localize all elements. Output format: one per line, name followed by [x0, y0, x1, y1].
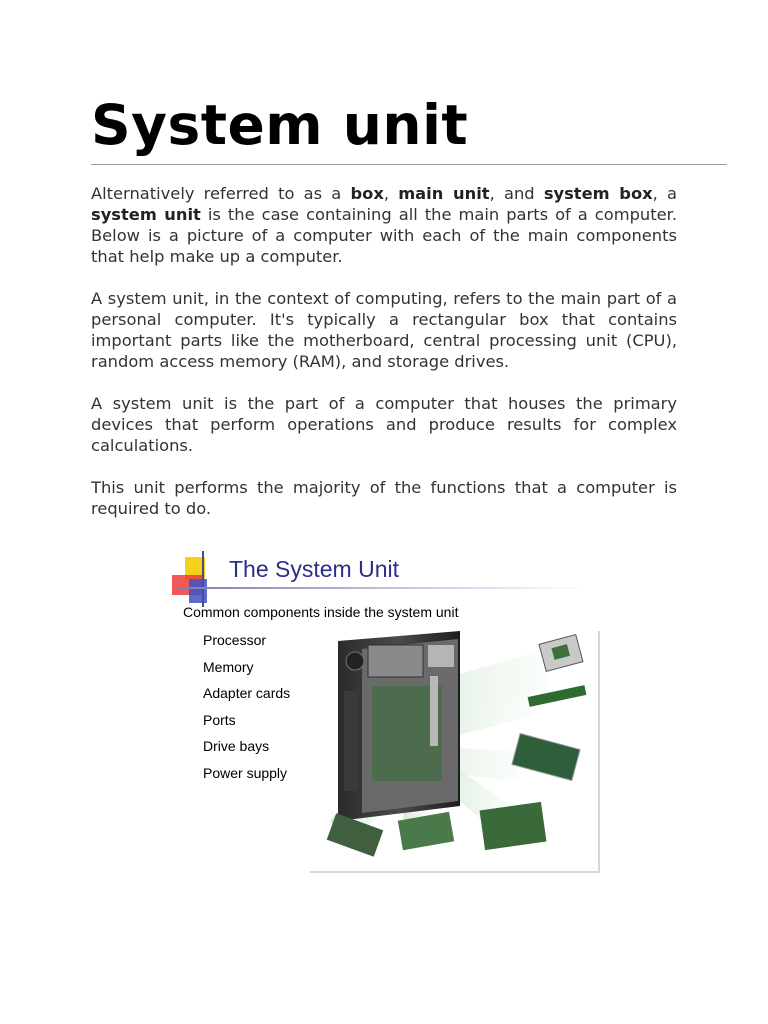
paragraph-3: A system unit is the part of a computer that houses the primary devices that perform operations and produce results for complex calculations. — [91, 394, 677, 455]
component-item: Drive bays — [203, 738, 270, 754]
bold-term-box: box — [350, 184, 384, 203]
title-divider — [91, 164, 727, 165]
component-item: Processor — [203, 632, 267, 648]
decorative-blue-square — [189, 579, 207, 603]
adapter-card-sound — [512, 734, 580, 781]
paragraph-2: A system unit, in the context of computing, refers to the main part of a personal computer. It's typically a rectangular box that contains important parts like the motherboard, central processing unit (CPU), random access memory (RAM), and storage drives. — [91, 289, 677, 371]
expansion-slots — [344, 691, 358, 791]
text-run: , — [383, 184, 399, 203]
paragraph-4: This unit performs the majority of the functions that a computer is required to do. — [91, 478, 677, 518]
bold-term-system-box: system box — [543, 184, 653, 203]
decorative-vertical-line — [202, 551, 204, 607]
component-item: Ports — [203, 711, 236, 728]
paragraph-1 — [91, 183, 677, 267]
page-title: System unit — [91, 93, 469, 157]
component-item: Power supply — [203, 764, 288, 781]
ribbon-cable — [430, 676, 438, 746]
fan-circle — [346, 652, 364, 670]
figure-subtitle: Common components inside the system unit — [183, 604, 459, 620]
computer-internals-illustration — [310, 631, 598, 871]
computer-tower-photo — [310, 631, 600, 873]
component-item: Memory — [203, 658, 254, 675]
document-body — [91, 183, 677, 540]
decorative-horizontal-line — [178, 587, 588, 589]
bold-term-system-unit: system unit — [91, 205, 201, 224]
text-run: is the case containing all the main parts of a computer. Below is a picture of a computer with each of the main components that help make up a computer. — [91, 205, 677, 266]
text-run: , a — [652, 184, 677, 203]
adapter-card-3 — [480, 802, 547, 850]
component-item: Adapter cards — [203, 685, 291, 701]
bold-term-main-unit: main unit — [398, 184, 490, 203]
drive-bay — [428, 645, 454, 667]
component-list — [203, 631, 290, 790]
text-run: Alternatively referred to as a — [91, 184, 351, 203]
figure-title: The System Unit — [229, 556, 399, 582]
system-unit-figure — [170, 547, 598, 871]
power-supply-block — [368, 645, 423, 677]
text-run: , and — [489, 184, 544, 203]
